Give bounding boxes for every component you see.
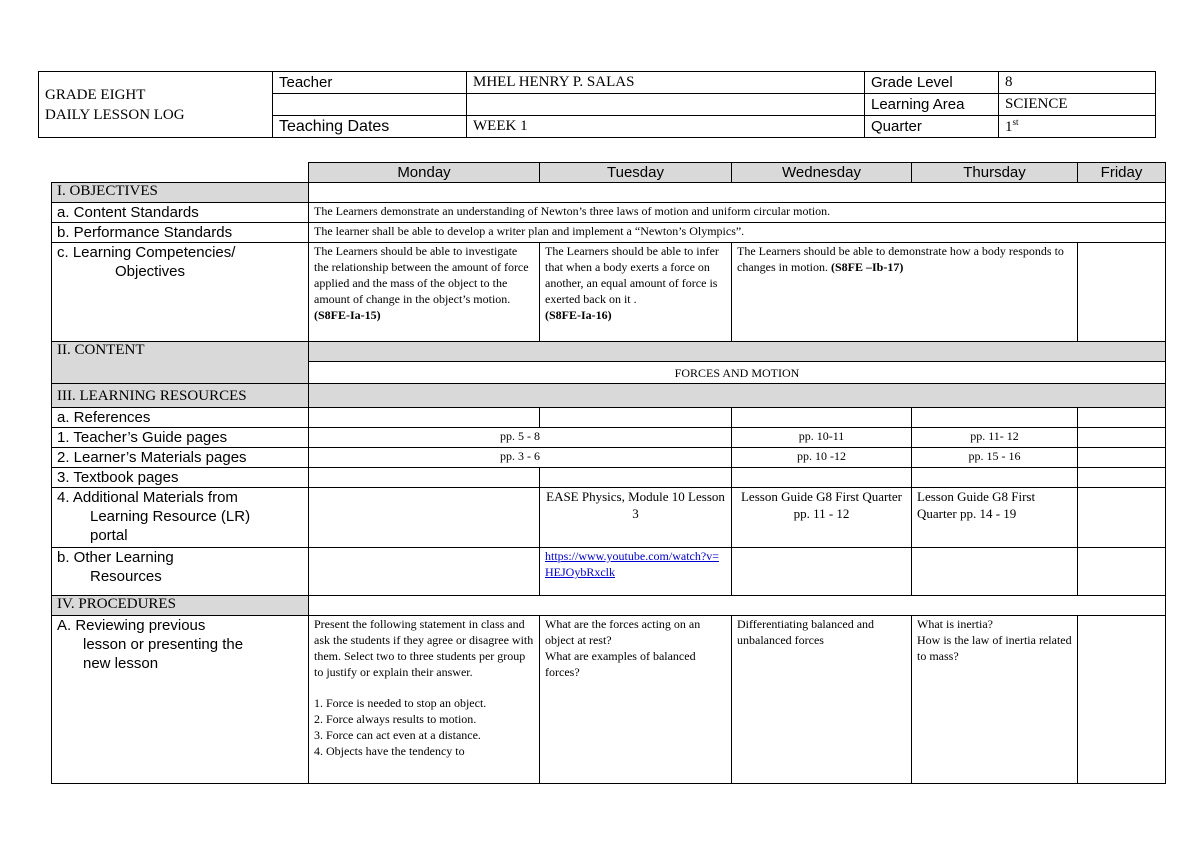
reviewing-thursday xyxy=(912,616,1078,784)
empty-cell xyxy=(309,548,540,596)
competencies-label-line-2: Objectives xyxy=(115,263,186,280)
performance-standards-text: The learner shall be able to develop a writer plan and implement a “Newton’s Olympics”. xyxy=(309,223,1166,243)
competency-tuesday-code: (S8FE-Ia-16) xyxy=(545,308,612,322)
day-header-friday: Friday xyxy=(1078,163,1166,183)
other-label-line-1: b. Other Learning xyxy=(57,549,174,566)
title-line-2: DAILY LESSON LOG xyxy=(45,106,185,123)
tg-mon-tue: pp. 5 - 8 xyxy=(309,428,732,448)
empty-cell xyxy=(1078,488,1166,548)
empty-cell xyxy=(1078,616,1166,784)
tuesday-question-2: What are examples of balanced forces? xyxy=(545,649,696,679)
competency-monday-code: (S8FE-Ia-15) xyxy=(314,308,381,322)
reviewing-label xyxy=(52,616,309,784)
empty-cell xyxy=(309,183,1166,203)
empty-cell xyxy=(309,468,540,488)
empty-cell xyxy=(732,468,912,488)
monday-intro: Present the following statement in class and ask the students if they agree or disagree with them. Select two to three students per group to justify or explain their answer. xyxy=(314,617,534,679)
teacher-label: Teacher xyxy=(273,72,467,94)
thursday-question-1: What is inertia? xyxy=(917,617,993,631)
reviewing-tuesday xyxy=(540,616,732,784)
empty-cell xyxy=(467,94,865,116)
empty-cell xyxy=(1078,428,1166,448)
empty-cell xyxy=(912,468,1078,488)
additional-label-line-3: portal xyxy=(90,527,128,544)
competency-tuesday xyxy=(540,243,732,342)
day-header-tuesday: Tuesday xyxy=(540,163,732,183)
reviewing-wednesday: Differentiating balanced and unbalanced forces xyxy=(732,616,912,784)
content-topic: FORCES AND MOTION xyxy=(309,362,1166,384)
content-heading: II. CONTENT xyxy=(52,342,309,384)
other-tuesday xyxy=(540,548,732,596)
day-header-thursday: Thursday xyxy=(912,163,1078,183)
empty-cell xyxy=(732,408,912,428)
teacher-value: MHEL HENRY P. SALAS xyxy=(467,72,865,94)
empty-cell xyxy=(309,408,540,428)
tg-thursday: pp. 11- 12 xyxy=(912,428,1078,448)
empty-cell xyxy=(540,468,732,488)
teachers-guide-label: 1. Teacher’s Guide pages xyxy=(52,428,309,448)
monday-statement-1: 1. Force is needed to stop an object. xyxy=(314,696,487,710)
lesson-table xyxy=(51,162,1166,784)
empty-cell xyxy=(273,94,467,116)
resources-gray-bar xyxy=(309,384,1166,408)
monday-statement-3: 3. Force can act even at a distance. xyxy=(314,728,481,742)
other-resources-label xyxy=(52,548,309,596)
content-gray-bar xyxy=(309,342,1166,362)
competency-monday xyxy=(309,243,540,342)
learners-materials-label: 2. Learner’s Materials pages xyxy=(52,448,309,468)
additional-label-line-1: 4. Additional Materials from xyxy=(57,489,238,506)
quarter-number: 1 xyxy=(1005,119,1013,135)
empty-cell xyxy=(309,596,1166,616)
tuesday-question-1: What are the forces acting on an object at rest? xyxy=(545,617,701,647)
grade-label: Grade Level xyxy=(865,72,999,94)
header-table xyxy=(38,71,1156,138)
competency-monday-text: The Learners should be able to investigate the relationship between the amount of force applied and the mass of the object to the amount of change in the object’s motion. xyxy=(314,244,529,306)
dates-value: WEEK 1 xyxy=(467,116,865,138)
reviewing-label-line-1: A. Reviewing previous xyxy=(57,617,206,634)
empty-cell xyxy=(1078,243,1166,342)
procedures-heading: IV. PROCEDURES xyxy=(52,596,309,616)
tg-wednesday: pp. 10-11 xyxy=(732,428,912,448)
youtube-link[interactable]: https://www.youtube.com/watch?v=HEJOybRxclk xyxy=(545,549,719,579)
day-header-monday: Monday xyxy=(309,163,540,183)
content-standards-text: The Learners demonstrate an understanding of Newton’s three laws of motion and uniform circular motion. xyxy=(309,203,1166,223)
log-title xyxy=(39,72,273,138)
competency-wednesday-text: The Learners should be able to demonstrate how a body responds to changes in motion. xyxy=(737,244,1064,274)
additional-tuesday: EASE Physics, Module 10 Lesson 3 xyxy=(540,488,732,548)
quarter-value xyxy=(999,116,1156,138)
area-value: SCIENCE xyxy=(999,94,1156,116)
additional-thursday: Lesson Guide G8 First Quarter pp. 14 - 19 xyxy=(912,488,1078,548)
empty-cell xyxy=(912,548,1078,596)
title-line-1: GRADE EIGHT xyxy=(45,86,146,103)
references-label: a. References xyxy=(52,408,309,428)
additional-label-line-2: Learning Resource (LR) xyxy=(90,508,251,525)
empty-cell xyxy=(1078,548,1166,596)
quarter-suffix: st xyxy=(1012,117,1019,127)
resources-heading: III. LEARNING RESOURCES xyxy=(52,384,309,408)
lm-thursday: pp. 15 - 16 xyxy=(912,448,1078,468)
empty-cell xyxy=(732,548,912,596)
content-standards-label: a. Content Standards xyxy=(52,203,309,223)
lm-wednesday: pp. 10 -12 xyxy=(732,448,912,468)
competencies-label-line-1: c. Learning Competencies/ xyxy=(57,244,236,261)
empty-cell xyxy=(309,488,540,548)
thursday-question-2: How is the law of inertia related to mass? xyxy=(917,633,1072,663)
reviewing-label-line-2: lesson or presenting the xyxy=(83,636,244,653)
empty-cell xyxy=(1078,448,1166,468)
quarter-label: Quarter xyxy=(865,116,999,138)
reviewing-monday xyxy=(309,616,540,784)
monday-statement-4: 4. Objects have the tendency to xyxy=(314,744,465,758)
empty-cell xyxy=(1078,408,1166,428)
area-label: Learning Area xyxy=(865,94,999,116)
textbook-label: 3. Textbook pages xyxy=(52,468,309,488)
additional-wednesday: Lesson Guide G8 First Quarter pp. 11 - 12 xyxy=(732,488,912,548)
monday-statement-2: 2. Force always results to motion. xyxy=(314,712,477,726)
lm-mon-tue: pp. 3 - 6 xyxy=(309,448,732,468)
competencies-label xyxy=(52,243,309,342)
corner-cell xyxy=(52,163,309,183)
dates-label: Teaching Dates xyxy=(273,116,467,138)
performance-standards-label: b. Performance Standards xyxy=(52,223,309,243)
grade-value: 8 xyxy=(999,72,1156,94)
other-label-line-2: Resources xyxy=(90,568,162,585)
reviewing-label-line-3: new lesson xyxy=(83,655,159,672)
additional-materials-label xyxy=(52,488,309,548)
empty-cell xyxy=(912,408,1078,428)
objectives-heading: I. OBJECTIVES xyxy=(52,183,309,203)
day-header-wednesday: Wednesday xyxy=(732,163,912,183)
competency-tuesday-text: The Learners should be able to infer that when a body exerts a force on another, an equal amount of force is exerted back on it . xyxy=(545,244,719,306)
competency-wednesday xyxy=(732,243,1078,342)
empty-cell xyxy=(1078,468,1166,488)
empty-cell xyxy=(540,408,732,428)
competency-wednesday-code: (S8FE –Ib-17) xyxy=(830,260,904,274)
